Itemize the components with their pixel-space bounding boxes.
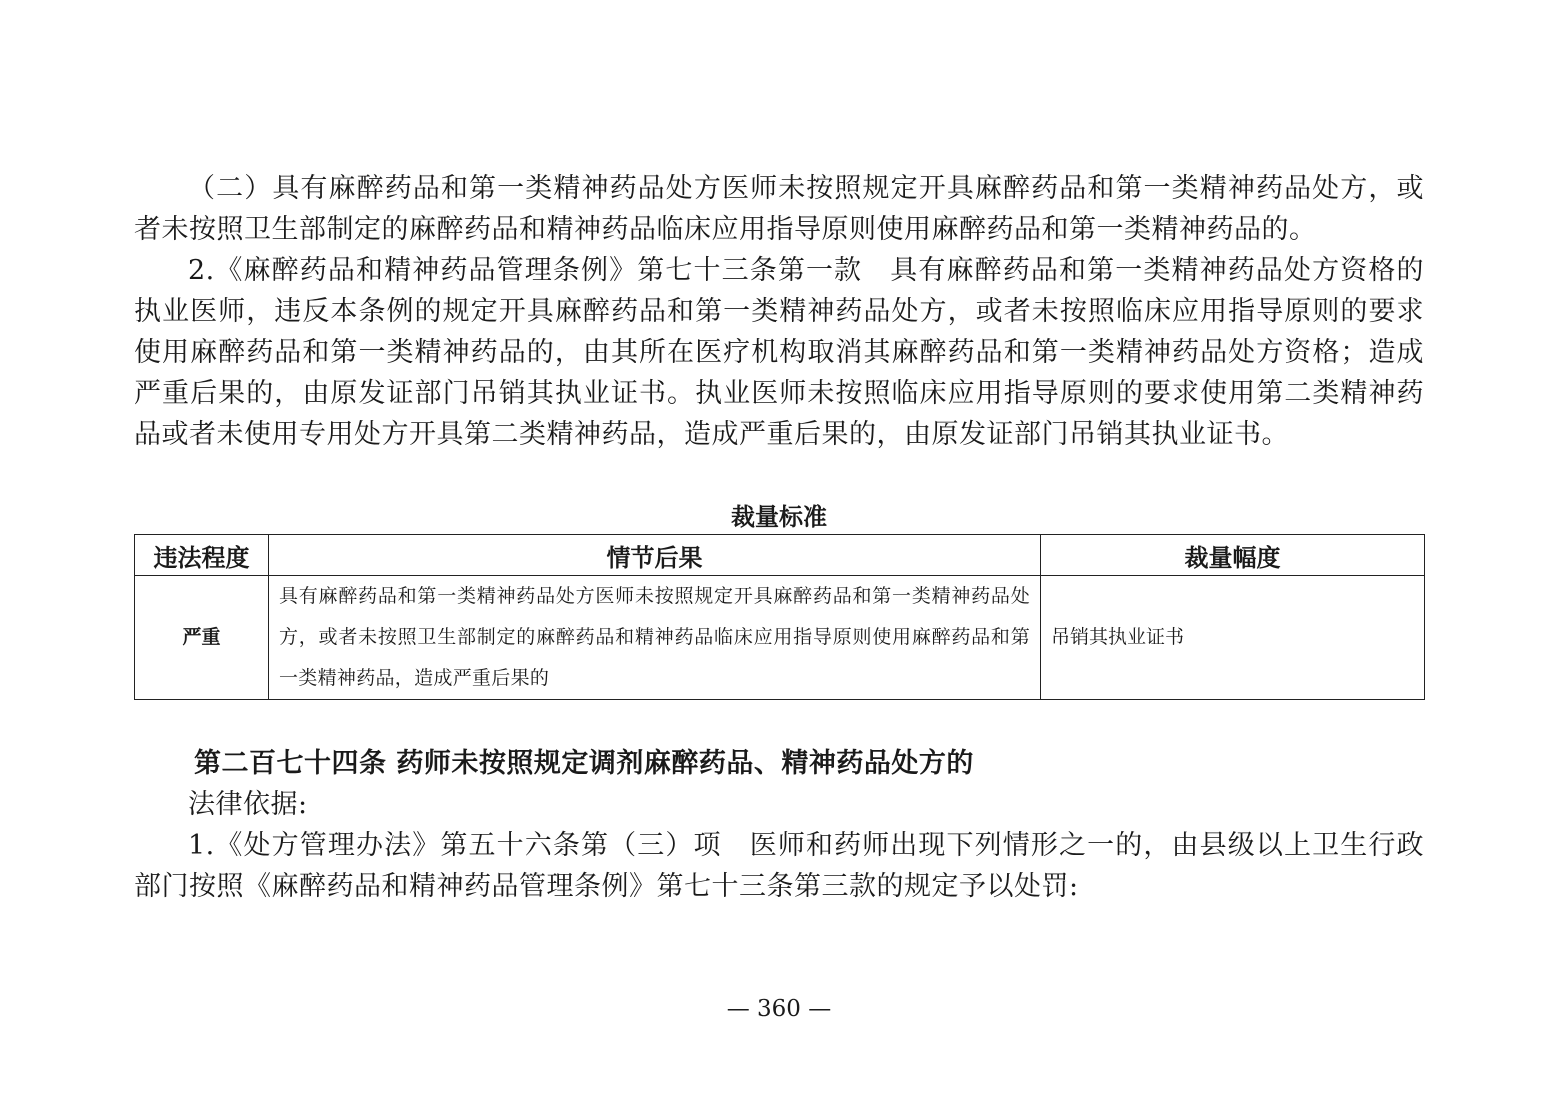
cell-consequence: 具有麻醉药品和第一类精神药品处方医师未按照规定开具麻醉药品和第一类精神药品处方，或者未按照卫生部制定的麻醉药品和精神药品临床应用指导原则使用麻醉药品和第一类精神药品，造成严重后果的 [269,576,1041,700]
paragraph-prescription-measures: 1.《处方管理办法》第五十六条第（三）项 医师和药师出现下列情形之一的，由县级以上卫生行政部门按照《麻醉药品和精神药品管理条例》第七十三条第三款的规定予以处罚: [134,830,1424,902]
legal-basis-label: 法律依据: [188,789,308,820]
article-heading: 第二百七十四条 药师未按照规定调剂麻醉药品、精神药品处方的 [194,748,974,779]
header-range: 裁量幅度 [1041,535,1425,576]
cell-degree: 严重 [135,576,269,700]
sentencing-standard-table [134,534,1425,700]
header-consequence: 情节后果 [269,535,1041,576]
header-degree: 违法程度 [135,535,269,576]
page-number: — 360 — [726,996,832,1022]
paragraph-item-2: （二）具有麻醉药品和第一类精神药品处方医师未按照规定开具麻醉药品和第一类精神药品处方，或者未按照卫生部制定的麻醉药品和精神药品临床应用指导原则使用麻醉药品和第一类精神药品的。 [134,173,1424,245]
paragraph-regulation-article-73: 2.《麻醉药品和精神药品管理条例》第七十三条第一款 具有麻醉药品和第一类精神药品处方资格的执业医师，违反本条例的规定开具麻醉药品和第一类精神药品处方，或者未按照临床应用指导原则的要求使用麻醉药品和第一类精神药品的，由其所在医疗机构取消其麻醉药品和第一类精神药品处方资格；造成严重后果的，由原发证部门吊销其执业证书。执业医师未按照临床应用指导原则的要求使用第二类精神药品或者未使用专用处方开具第二类精神药品，造成严重后果的，由原发证部门吊销其执业证书。 [134,255,1424,450]
upper-text-block [134,168,1424,455]
table-header-row [135,535,1425,576]
lower-text-block [134,784,1424,907]
table-title: 裁量标准 [731,503,827,531]
cell-range: 吊销其执业证书 [1041,576,1425,700]
table-row [135,576,1425,700]
